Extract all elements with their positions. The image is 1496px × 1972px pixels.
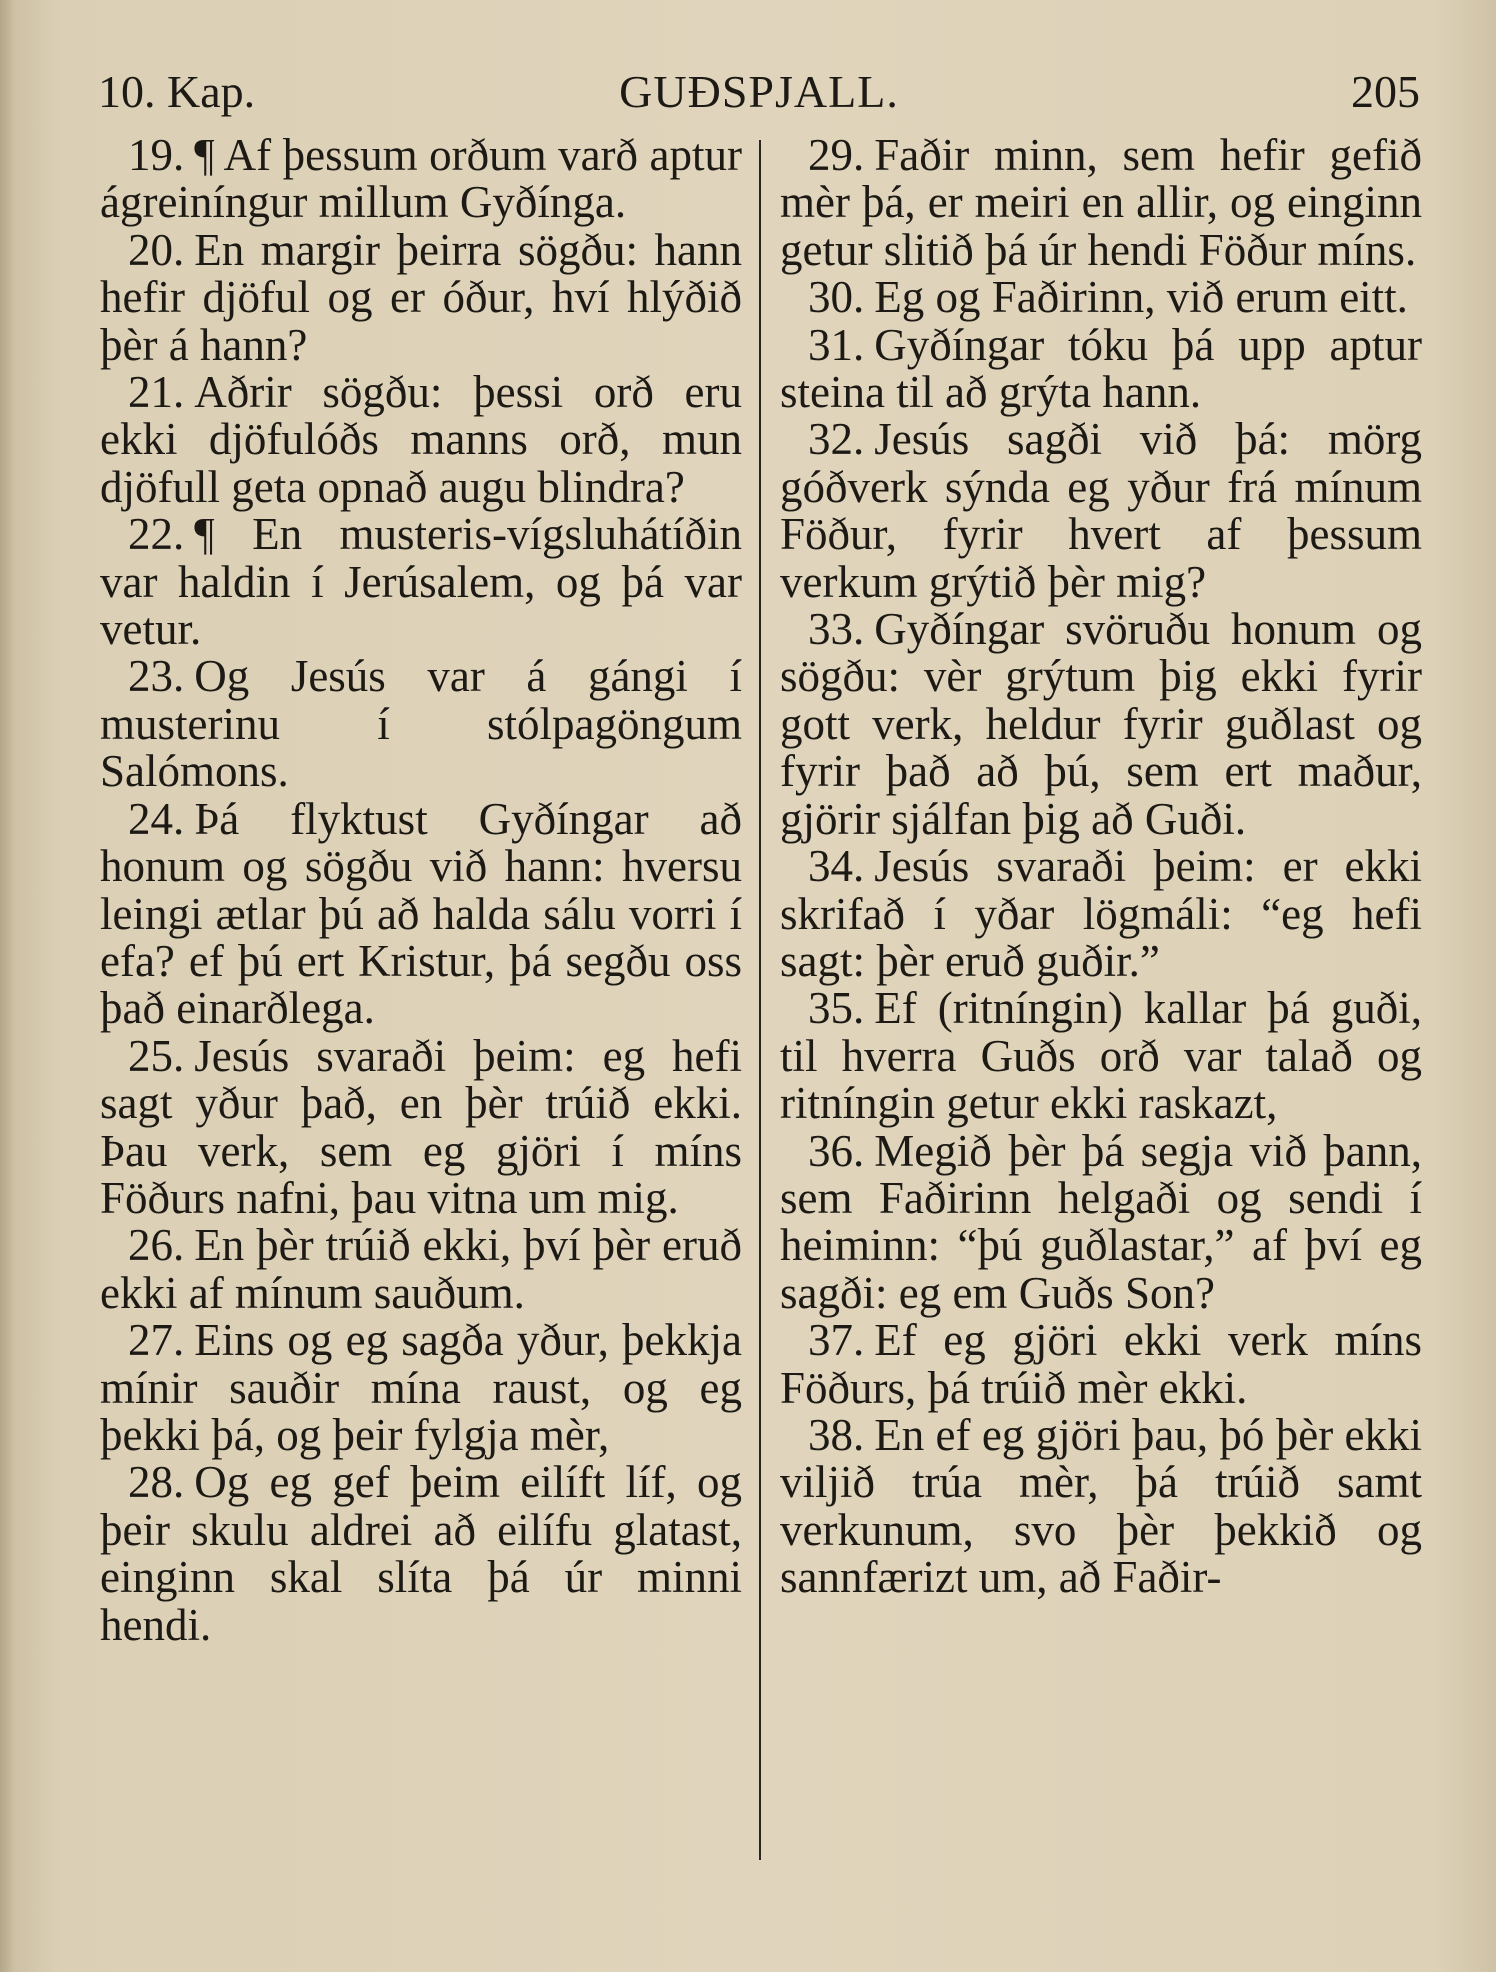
verse-text: Og eg gef þeim eilíft líf, og þeir skulu aldrei að eilífu glatast, einginn skal slíta þá úr minni hendi. [100,1457,742,1650]
verse-text: Ef eg gjöri ekki verk míns Föðurs, þá trúið mèr ekki. [780,1315,1422,1413]
verse-number: 25. [128,1030,185,1081]
verse-text: Jesús svaraði þeim: er ekki skrifað í yðar lögmáli: “eg hefi sagt: þèr eruð guðir.” [780,841,1422,986]
verse-35 [780,985,1422,1127]
verse-34 [780,843,1422,985]
verse-number: 29. [808,130,865,180]
verse-text: Gyðíngar tóku þá upp aptur steina til að grýta hann. [780,319,1422,418]
verse-19 [100,132,742,227]
verse-24 [100,793,742,1034]
verse-23 [100,653,742,795]
verse-number: 37. [808,1315,865,1366]
chapter-label: 10. Kap. [98,66,256,117]
verse-38 [780,1409,1422,1603]
verse-number: 31. [808,319,865,370]
verse-27 [100,1317,742,1459]
verse-text: Megið þèr þá segja við þann, sem Faðirinn helgaði og sendi í heiminn: “þú guðlastar,” af því eg sagði: eg em Guðs Son? [780,1125,1422,1318]
verse-29 [780,132,1422,274]
page-number: 205 [1351,66,1420,117]
verse-26 [100,1222,742,1317]
verse-number: 24. [128,793,185,844]
verse-number: 35. [808,983,865,1034]
book-title: GUÐSPJALL. [619,66,899,117]
verse-number: 28. [128,1457,185,1508]
verse-text: Jesús svaraði þeim: eg hefi sagt yður það, en þèr trúið ekki. Þau verk, sem eg gjöri í míns Föðurs nafni, þau vitna um mig. [100,1030,742,1223]
verse-25 [100,1030,742,1223]
verse-number: 22. [128,509,185,560]
left-column [100,132,742,1649]
verse-text: Aðrir sögðu: þessi orð eru ekki djöfulóðs manns orð, mun djöfull geta opnað augu blindra? [100,367,742,512]
verse-36 [780,1125,1422,1318]
verse-32 [780,416,1422,606]
verse-text: En margir þeirra sögðu: hann hefir djöful og er óður, hví hlýðið þèr á hann? [100,224,742,370]
verse-text: ¶ En musteris-vígsluhátíðin var haldin í Jerúsalem, og þá var vetur. [100,509,742,655]
verse-number: 36. [808,1125,865,1176]
right-column [780,132,1422,1602]
column-divider [759,140,761,1860]
verse-21 [100,369,742,511]
verse-text: ¶ Af þessum orðum varð aptur ágreiníngur millum Gyðínga. [100,130,742,228]
verse-number: 27. [128,1315,185,1366]
page-binding-shadow [0,0,14,1972]
verse-30 [780,274,1422,321]
verse-text: Faðir minn, sem hefir gefið mèr þá, er meiri en allir, og einginn getur slitið þá úr hendi Föður míns. [780,130,1422,275]
verse-number: 32. [808,414,865,465]
verse-text: En þèr trúið ekki, því þèr eruð ekki af mínum sauðum. [100,1220,742,1318]
verse-number: 20. [128,224,185,275]
verse-number: 26. [128,1220,185,1271]
verse-20 [100,224,742,370]
verse-number: 23. [128,651,185,702]
verse-number: 34. [808,841,865,892]
verse-22 [100,511,742,653]
verse-text: Eg og Faðirinn, við erum eitt. [874,272,1408,323]
verse-text: En ef eg gjöri þau, þó þèr ekki viljið trúa mèr, þá trúið samt verkunum, svo þèr þekkið og sannfærizt um, að Faðir- [780,1409,1422,1603]
verse-text: Ef (ritníngin) kallar þá guði, til hverra Guðs orð var talað og ritníngin getur ekki raskazt, [780,983,1422,1129]
verse-37 [780,1317,1422,1412]
verse-number: 30. [808,272,865,323]
verse-number: 19. [128,130,185,180]
verse-text: Eins og eg sagða yður, þekkja mínir sauðir mína raust, og eg þekki þá, og þeir fylgja mèr, [100,1315,742,1460]
running-header [98,62,1420,122]
verse-text: Jesús sagði við þá: mörg góðverk sýnda eg yður frá mínum Föður, fyrir hvert af þessum verkum grýtið þèr mig? [780,414,1422,607]
verse-text: Þá flyktust Gyðíngar að honum og sögðu við hann: hversu leingi ætlar þú að halda sálu vorri í efa? ef þú ert Kristur, þá segðu oss það einarðlega. [100,793,742,1034]
verse-text: Og Jesús var á gángi í musterinu í stólpagöngum Salómons. [100,651,742,797]
verse-28 [100,1459,742,1649]
verse-number: 21. [128,367,185,418]
verse-33 [780,606,1422,843]
verse-31 [780,319,1422,418]
verse-number: 33. [808,604,865,655]
verse-number: 38. [808,1409,865,1460]
verse-text: Gyðíngar svöruðu honum og sögðu: vèr grýtum þig ekki fyrir gott verk, heldur fyrir guðlast og fyrir það að þú, sem ert maður, gjörir sjálfan þig að Guði. [780,604,1422,844]
